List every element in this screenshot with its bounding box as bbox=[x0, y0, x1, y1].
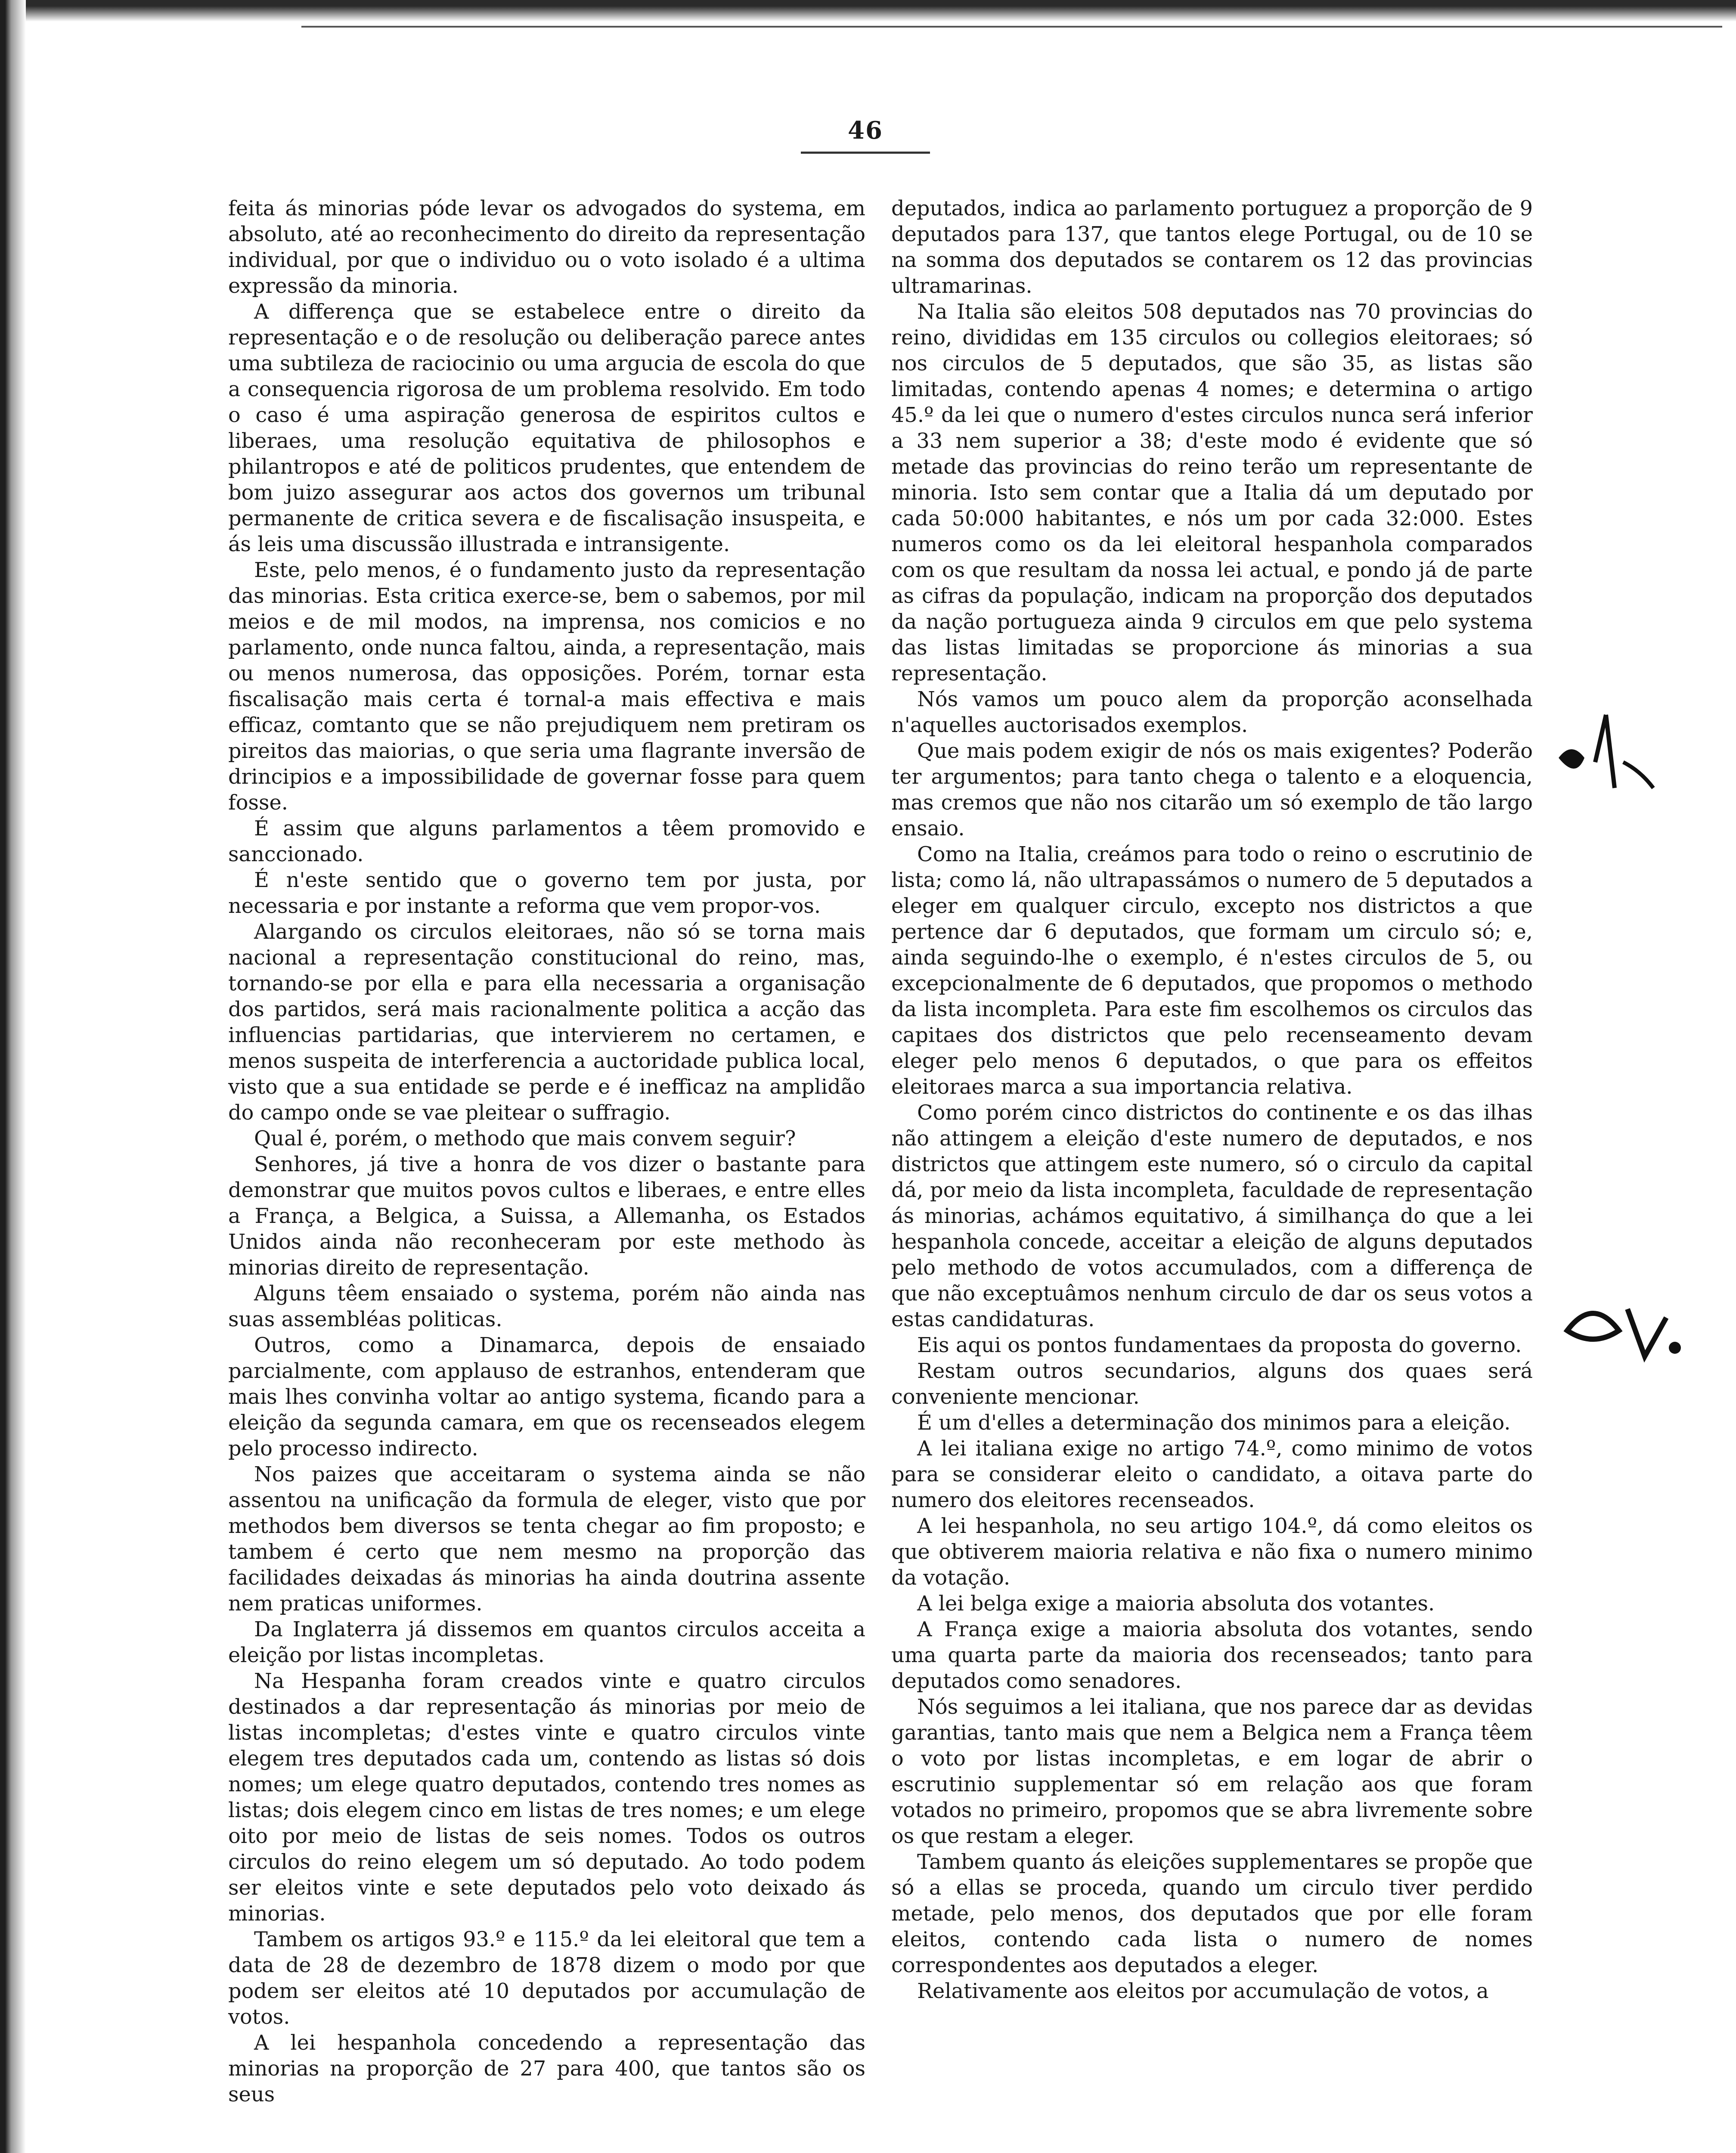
paragraph: É assim que alguns parlamentos a têem promovido e sanccionado. bbox=[228, 817, 865, 866]
paragraph: Restam outros secundarios, alguns dos quaes será conveniente mencionar. bbox=[891, 1359, 1533, 1409]
paragraph: Que mais podem exigir de nós os mais exigentes? Poderão ter argumentos; para tanto chega o talento e a eloquencia, mas cremos que não nos citarão um só exemplo de tão largo ensaio. bbox=[891, 739, 1533, 841]
paragraph: Nós seguimos a lei italiana, que nos parece dar as devidas garantias, tanto mais que nem a Belgica nem a França têem o voto por listas incompletas, e em logar de abrir o escrutinio supplementar só em relação aos que foram votados no primeiro, propomos que se abra livremente sobre os que restam a eleger. bbox=[891, 1695, 1533, 1848]
paragraph: A França exige a maioria absoluta dos votantes, sendo uma quarta parte da maioria dos recenseados; tanto para deputados como senadores. bbox=[891, 1618, 1533, 1693]
paragraph: A lei hespanhola concedendo a representação das minorias na proporção de 27 para 400, que tantos são os seus bbox=[228, 2031, 865, 2106]
paragraph: Nos paizes que acceitaram o systema ainda se não assentou na unificação da formula de eleger, visto que por methodos bem diversos se tenta chegar ao fim proposto; e tambem é certo que nem mesmo na proporção das facilidades deixadas ás minorias ha ainda doutrina assente nem praticas uniformes. bbox=[228, 1463, 865, 1616]
paragraph: Da Inglaterra já dissemos em quantos circulos acceita a eleição por listas incompletas. bbox=[228, 1618, 865, 1667]
scan-top-rule bbox=[301, 26, 1722, 28]
scan-edge-left bbox=[0, 0, 26, 2153]
paragraph: Na Hespanha foram creados vinte e quatro circulos destinados a dar representação ás minorias por meio de listas incompletas; d'estes vinte e quatro circulos vinte elegem tres deputados cada um, contendo as listas só dois nomes; um elege quatro deputados, contendo tres nomes as listas; dois elegem cinco em listas de tres nomes; e um elege oito por meio de listas de seis nomes. Todos os outros circulos do reino elegem um só deputado. Ao todo podem ser eleitos vinte e sete deputados pelo voto deixado ás minorias. bbox=[228, 1669, 865, 1926]
paragraph: Na Italia são eleitos 508 deputados nas 70 provincias do reino, divididas em 135 circulos ou collegios eleitoraes; só nos circulos de 5 deputados, que são 35, as listas são limitadas, contendo apenas 4 nomes; e determina o artigo 45.º da lei que o numero d'estes circulos nunca será inferior a 33 nem superior a 38; d'este modo é evidente que só metade das provincias do reino terão um representante de minoria. Isto sem contar que a Italia dá um deputado por cada 50:000 habitantes, e nós um por cada 32:000. Estes numeros como os da lei eleitoral hespanhola comparados com os que resultam da nossa lei actual, e pondo já de parte as cifras da população, indicam na proporção dos deputados da nação portugueza ainda 9 circulos em que pelo systema das listas limitadas se proporcione ás minorias a sua representação. bbox=[891, 300, 1533, 686]
paragraph: A differença que se estabelece entre o direito da representação e o de resolução ou deliberação parece antes uma subtileza de raciocinio ou uma arguсia de escola do que a consequencia rigorosa de um problema resolvido. Em todo o caso é uma aspiração generosa de espiritos cultos e liberaes, uma resolução equitativa de philosophos e philantropos e até de politicos prudentes, que entendem de bom juizo assegurar aos actos dos governos um tribunal permanente de critica severa e de fiscalisação insuspeita, e ás leis uma discussão illustrada e intransigente. bbox=[228, 300, 865, 556]
paragraph: É um d'elles a determinação dos minimos para a eleição. bbox=[917, 1411, 1511, 1435]
paragraph: feita ás minorias póde levar os advogados do systema, em absoluto, até ao reconhecimento do direito da representação individual, por que o individuo ou o voto isolado é a ultima expressão da minoria. bbox=[228, 197, 865, 298]
paragraph: Outros, como a Dinamarca, depois de ensaiado parcialmente, com applauso de estranhos, entenderam que mais lhes convinha voltar ao antigo systema, ficando para a eleição da segunda camara, em que os recenseados elegem pelo processo indirecto. bbox=[228, 1334, 865, 1461]
page-number: 46 bbox=[848, 116, 883, 145]
paragraph: Alguns têem ensaiado o systema, porém não ainda nas suas assembléas politicas. bbox=[228, 1282, 865, 1331]
ink-blot-mark-lower bbox=[1559, 1283, 1696, 1369]
paragraph: Tambem os artigos 93.º e 115.º da lei eleitoral que tem a data de 28 de dezembro de 1878 dizem o modo por que podem ser eleitos até 10 deputados por accumulação de votos. bbox=[228, 1928, 865, 2029]
paragraph: Relativamente aos eleitos por accumulação de votos, a bbox=[917, 1979, 1489, 2003]
paragraph: Eis aqui os pontos fundamentaes da proposta do governo. bbox=[917, 1334, 1522, 1357]
paragraph: É n'este sentido que o governo tem por justa, por necessaria e por instante a reforma que vem propor-vos. bbox=[228, 869, 865, 918]
right-column bbox=[891, 196, 1533, 2004]
paragraph: Este, pelo menos, é o fundamento justo da representação das minorias. Esta critica exerce-se, bem o sabemos, por mil meios e de mil modos, na imprensa, nos comicios e no parlamento, onde nunca faltou, ainda, a representação, mais ou menos numerosa, das opposições. Porém, tornar esta fiscalisação mais certa é tornal-a mais effectiva e mais efficaz, comtanto que se não prejudiquem nem pretiram os pireitos das maiorias, o que seria uma flagrante inversão de drincipios e a impossibilidade de governar fosse para quem fosse. bbox=[228, 558, 865, 815]
paragraph: A lei belga exige a maioria absoluta dos votantes. bbox=[917, 1592, 1435, 1616]
paragraph: Nós vamos um pouco alem da proporção aconselhada n'aquelles auctorisados exemplos. bbox=[891, 688, 1533, 737]
paragraph: Alargando os circulos eleitoraes, não só se torna mais nacional a representação constitucional do reino, mas, tornando-se por ella e para ella necessaria a organisação dos partidos, será mais racionalmente politica a acção das influencias partidarias, que intervierem no certamen, e menos suspeita de interferencia a auctoridade publica local, visto que a sua entidade se perde e é inefficaz na amplidão do campo onde se vae pleitear o suffragio. bbox=[228, 920, 865, 1125]
page-number-rule bbox=[801, 152, 930, 154]
left-column bbox=[228, 196, 865, 2108]
ink-blot-mark-upper bbox=[1541, 698, 1679, 810]
paragraph: Como na Italia, creámos para todo o reino o escrutinio de lista; como lá, não ultrapassámos o numero de 5 deputados a eleger em qualquer circulo, excepto nos districtos a que pertence dar 6 deputados, que formam um circulo só; e, ainda seguindo-lhe o exemplo, é n'estes circulos de 5, ou excepcionalmente de 6 deputados, que propomos o methodo da lista incompleta. Para este fim escolhemos os circulos das capitaes dos districtos que pelo recenseamento devam eleger pelo menos 6 deputados, o que para os effeitos eleitoraes marca a sua importancia relativa. bbox=[891, 843, 1533, 1099]
paragraph: Qual é, porém, o methodo que mais convem seguir? bbox=[254, 1127, 796, 1151]
paragraph: A lei hespanhola, no seu artigo 104.º, dá como eleitos os que obtiverem maioria relativa e não fixa o numero minimo da votação. bbox=[891, 1514, 1533, 1590]
paragraph: Tambem quanto ás eleições supplementares se propõe que só a ellas se proceda, quando um circulo tiver perdido metade, pelo menos, dos deputados que por elle foram eleitos, contendo cada lista o numero de nomes correspondentes aos deputados a eleger. bbox=[891, 1850, 1533, 1977]
paragraph: Como porém cinco districtos do continente e os das ilhas não attingem a eleição d'este numero de deputados, e nos districtos que attingem este numero, só o circulo da capital dá, por meio da lista incompleta, faculdade de representação ás minorias, achámos equitativo, á similhança do que a lei hespanhola concede, acceitar a eleição de alguns deputados pelo methodo de votos accumulados, com a differença de que não exceptuâmos nenhum circulo de dar os seus votos a estas candidaturas. bbox=[891, 1101, 1533, 1331]
paragraph: deputados, indica ao parlamento portuguez a proporção de 9 deputados para 137, que tantos elege Portugal, ou de 10 se na somma dos deputados se contarem os 12 das provincias ultramarinas. bbox=[891, 197, 1533, 298]
paragraph: A lei italiana exige no artigo 74.º, como minimo de votos para se considerar eleito o candidato, a oitava parte do numero dos eleitores recenseados. bbox=[891, 1437, 1533, 1512]
paragraph: Senhores, já tive a honra de vos dizer o bastante para demonstrar que muitos povos cultos e liberaes, e entre elles a França, a Belgica, a Suissa, a Allemanha, os Estados Unidos ainda não reconheceram por este methodo às minorias direito de representação. bbox=[228, 1153, 865, 1280]
